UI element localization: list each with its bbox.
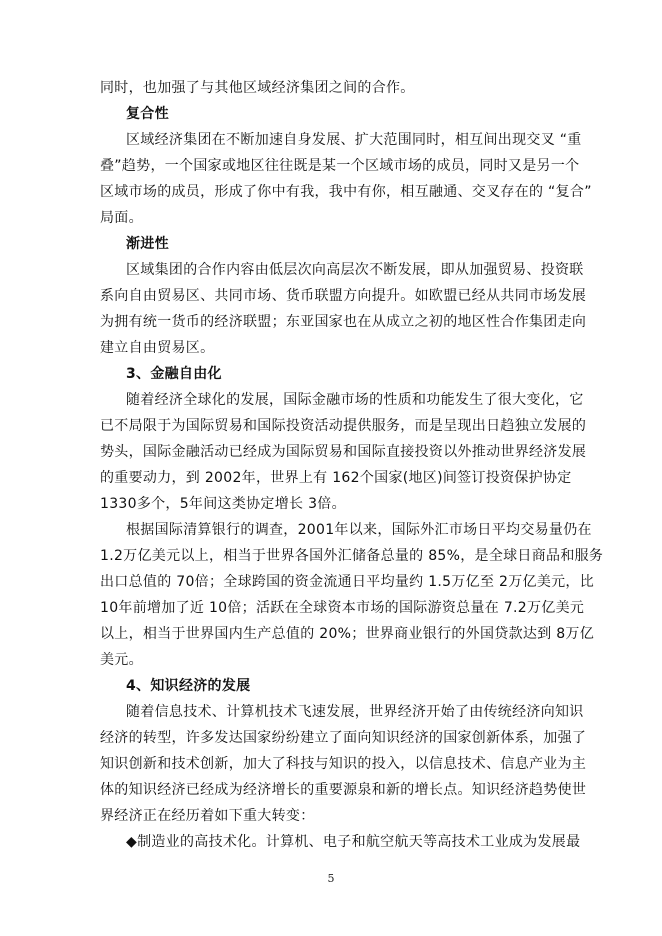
text-line: 同时，也加强了与其他区域经济集团之间的合作。 xyxy=(100,80,415,96)
text-line: 随着经济全球化的发展，国际金融市场的性质和功能发生了很大变化，它 xyxy=(126,392,584,408)
text-line: 以上，相当于世界国内生产总值的 20%；世界商业银行的外国贷款达到 8万亿 xyxy=(100,626,595,642)
text-line: 已不局限于为国际贸易和国际投资活动提供服务，而是呈现出日趋独立发展的 xyxy=(100,418,587,434)
section-heading: 3、金融自由化 xyxy=(126,366,222,382)
text-line: 根据国际清算银行的调查，2001年以来，国际外汇市场日平均交易量仍在 xyxy=(126,522,592,538)
text-line: 建立自由贸易区。 xyxy=(100,340,215,356)
text-line: 体的知识经济已经成为经济增长的重要源泉和新的增长点。知识经济趋势使世 xyxy=(100,782,587,798)
text-line: 为拥有统一货币的经济联盟；东亚国家也在从成立之初的地区性合作集团走向 xyxy=(100,314,587,330)
text-line: 经济的转型，许多发达国家纷纷建立了面向知识经济的国家创新体系，加强了 xyxy=(100,730,587,746)
page-number: 5 xyxy=(327,872,335,885)
section-heading: 复合性 xyxy=(126,106,169,122)
text-line: 的重要动力，到 2002年，世界上有 162个国家(地区)间签订投资保护协定 xyxy=(100,470,572,486)
bullet-line: ◆制造业的高技术化。计算机、电子和航空航天等高技术工业成为发展最 xyxy=(126,834,581,850)
text-line: 区域经济集团在不断加速自身发展、扩大范围同时，相互间出现交叉 “重 xyxy=(126,132,582,148)
text-line: 随着信息技术、计算机技术飞速发展，世界经济开始了由传统经济向知识 xyxy=(126,704,584,720)
text-line: 叠”趋势，一个国家或地区往往既是某一个区域市场的成员，同时又是另一个 xyxy=(100,158,580,174)
text-line: 区域市场的成员，形成了你中有我，我中有你，相互融通、交叉存在的 “复合” xyxy=(100,184,592,200)
text-line: 局面。 xyxy=(100,210,143,226)
text-line: 区域集团的合作内容由低层次向高层次不断发展，即从加强贸易、投资联 xyxy=(126,262,584,278)
section-heading: 4、知识经济的发展 xyxy=(126,678,251,694)
text-line: 1.2万亿美元以上，相当于世界各国外汇储备总量的 85%，是全球日商品和服务 xyxy=(100,548,604,564)
text-line: 1330多个，5年间这类协定增长 3倍。 xyxy=(100,496,346,512)
text-line: 界经济正在经历着如下重大转变： xyxy=(100,808,315,824)
text-line: 美元。 xyxy=(100,652,143,668)
text-line: 10年前增加了近 10倍；活跃在全球资本市场的国际游资总量在 7.2万亿美元 xyxy=(100,600,585,616)
text-line: 势头，国际金融活动已经成为国际贸易和国际直接投资以外推动世界经济发展 xyxy=(100,444,587,460)
section-heading: 渐进性 xyxy=(126,236,169,252)
text-line: 系向自由贸易区、共同市场、货币联盟方向提升。如欧盟已经从共同市场发展 xyxy=(100,288,587,304)
text-line: 出口总值的 70倍；全球跨国的资金流通日平均量约 1.5万亿至 2万亿美元，比 xyxy=(100,574,595,590)
text-line: 知识创新和技术创新，加大了科技与知识的投入，以信息技术、信息产业为主 xyxy=(100,756,587,772)
